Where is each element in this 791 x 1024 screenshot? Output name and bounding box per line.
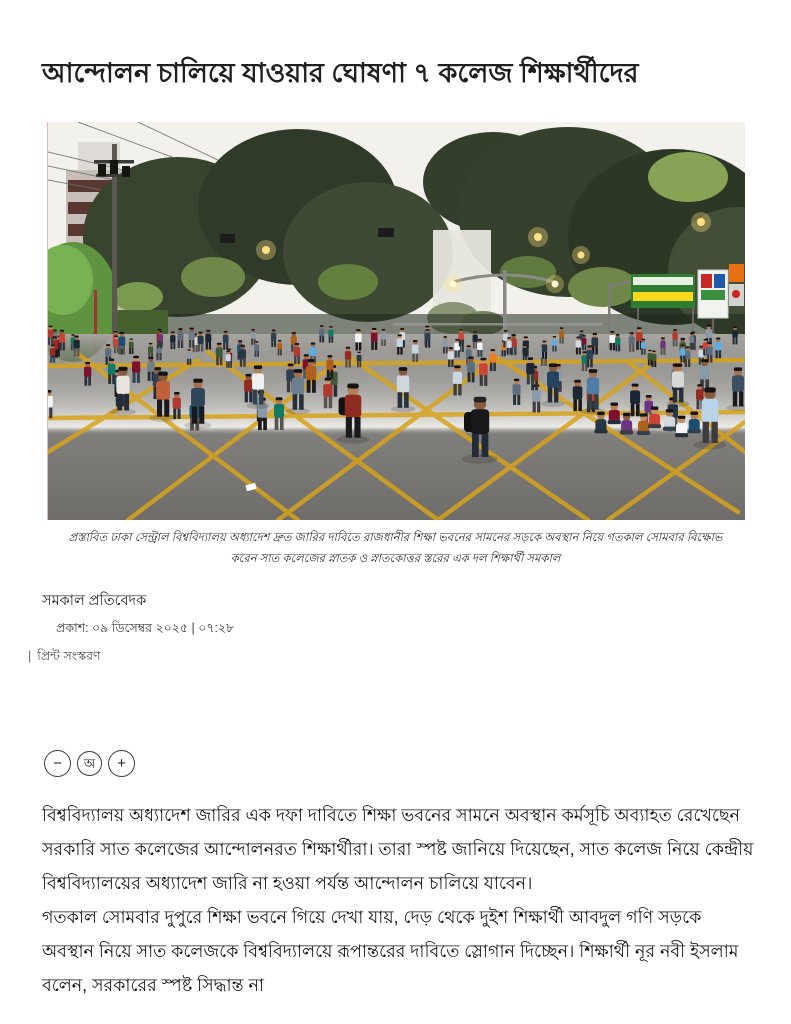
article-body: [42, 798, 754, 1002]
font-decrease-button[interactable]: [44, 750, 71, 777]
minus-icon: −: [53, 755, 62, 772]
author-byline: সমকাল প্রতিবেদক: [42, 593, 147, 609]
traffic-signal-icon: [220, 234, 235, 243]
edition-label: [28, 648, 101, 668]
body-paragraph: বিশ্ববিদ্যালয় অধ্যাদেশ জারির এক দফা দাবিতে শিক্ষা ভবনের সামনে অবস্থান কর্মসূচি অব্যাহত রেখেছেন সরকারি সাত কলেজের আন্দোলনরত শিক্ষার্থীরা। তারা স্পষ্ট জানিয়ে দিয়েছেন, সাত কলেজ নিয়ে কেন্দ্রীয় বিশ্ববিদ্যালয়ের অধ্যাদেশ জারি না হওয়া পর্যন্ত আন্দোলন চালিয়ে যাবেন।: [42, 805, 754, 893]
bengali-letter-icon: অ: [83, 756, 96, 771]
edition-bar: |: [28, 649, 32, 663]
font-increase-button[interactable]: [108, 750, 135, 777]
article-headline: আন্দোলন চালিয়ে যাওয়ার ঘোষণা ৭ কলেজ শিক্ষার্থীদের: [42, 58, 639, 88]
plus-icon: +: [117, 755, 126, 772]
publish-date: প্রকাশ: ০৯ ডিসেম্বর ২০২৫ | ০৭:২৮: [56, 621, 235, 635]
font-reset-button[interactable]: [77, 751, 102, 776]
protest-photo: [47, 122, 745, 520]
font-size-controls: [44, 750, 135, 777]
edition-text: প্রিন্ট সংস্করণ: [37, 649, 101, 663]
photo-caption: প্রস্তাবিত ঢাকা সেন্ট্রাল বিশ্ববিদ্যালয় অধ্যাদেশ দ্রুত জারির দাবিতে রাজধানীর শিক্ষা ভবনের সামনের সড়কে অবস্থান নিয়ে গতকাল সোমবার বিক্ষোভ করেন সাত কলেজের স্নাতক ও স্নাতকোত্তর স্তরের এক দল শিক্ষার্থী সমকাল: [68, 532, 723, 566]
article-figure: [47, 122, 744, 571]
body-paragraph: গতকাল সোমবার দুপুরে শিক্ষা ভবনে গিয়ে দেখা যায়, দেড় থেকে দুইশ শিক্ষার্থী আবদুল গণি সড়কে অবস্থান নিয়ে সাত কলেজকে বিশ্ববিদ্যালয়ে রূপান্তরের দাবিতে স্লোগান দিচ্ছেন। শিক্ষার্থী নূর নবী ইসলাম বলেন, সরকারের স্পষ্ট সিদ্ধান্ত না: [42, 907, 739, 995]
traffic-signal-icon: [378, 228, 394, 237]
